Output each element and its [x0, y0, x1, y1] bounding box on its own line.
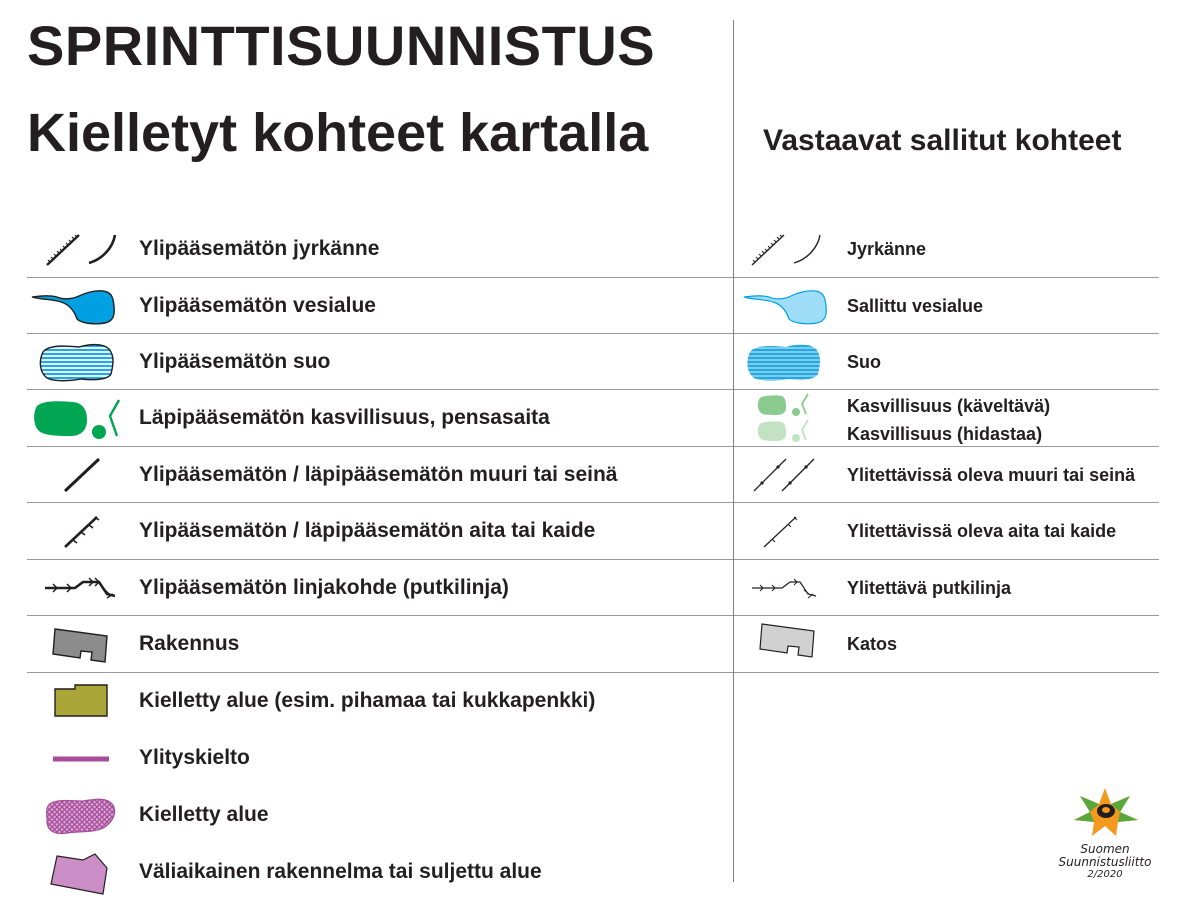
building-icon [27, 616, 127, 672]
temporary-construction-icon [27, 844, 127, 900]
forbidden-row-crossing-forbidden [27, 730, 733, 786]
forbidden-row-vegetation [27, 390, 733, 446]
impassable-fence-icon [27, 503, 127, 559]
forbidden-row-wall [27, 447, 733, 503]
out-of-bounds-area-icon [27, 673, 127, 729]
impassable-marsh-icon [27, 334, 127, 390]
logo-date: 2/2020 [1087, 869, 1123, 880]
allowed-label: Katos [847, 634, 898, 654]
cliff-icon [744, 221, 844, 277]
impassable-cliff-icon [27, 221, 127, 277]
page-subtitle: Kielletyt kohteet kartalla [27, 103, 649, 163]
forbidden-label: Kielletty alue [139, 803, 269, 826]
federation-logo [1040, 786, 1170, 886]
forbidden-row-water [27, 278, 733, 334]
water-icon [744, 278, 844, 334]
forbidden-label: Läpipääsemätön kasvillisuus, pensasaita [139, 406, 550, 429]
allowed-label: Ylitettävissä oleva muuri tai seinä [847, 465, 1136, 485]
allowed-row-vegetation [734, 390, 1159, 446]
allowed-label: Ylitettävissä oleva aita tai kaide [847, 521, 1117, 541]
forbidden-label: Ylipääsemätön / läpipääsemätön muuri tai seinä [139, 463, 618, 486]
allowed-label: Ylitettävä putkilinja [847, 578, 1012, 598]
allowed-row-marsh [734, 334, 1159, 390]
allowed-label: Kasvillisuus (käveltävä) [847, 396, 1051, 416]
allowed-label: Jyrkänne [847, 239, 927, 259]
allowed-label: Suo [847, 352, 881, 372]
forbidden-label: Ylipääsemätön vesialue [139, 294, 376, 317]
crossable-fence-icon [744, 503, 844, 559]
allowed-row-fence [734, 503, 1159, 559]
forbidden-row-fence [27, 503, 733, 559]
forbidden-label: Kielletty alue (esim. pihamaa tai kukkapenkki) [139, 689, 596, 712]
forbidden-row-out-of-bounds [27, 673, 733, 729]
forbidden-label: Väliaikainen rakennelma tai suljettu alue [139, 860, 542, 883]
allowed-row-wall [734, 447, 1159, 503]
logo-text-line1: Suomen [1080, 842, 1130, 856]
forbidden-row-temporary [27, 844, 733, 900]
forbidden-row-building [27, 616, 733, 672]
allowed-row-pipeline [734, 560, 1159, 616]
forbidden-label: Rakennus [139, 632, 240, 655]
allowed-row-canopy [734, 616, 1159, 672]
forbidden-label: Ylipääsemätön / läpipääsemätön aita tai kaide [139, 519, 596, 542]
forbidden-row-pipeline [27, 560, 733, 616]
allowed-row-cliff [734, 221, 1159, 277]
canopy-icon [744, 616, 844, 672]
forbidden-row-marsh [27, 334, 733, 390]
impassable-pipeline-icon [27, 560, 127, 616]
forbidden-row-cliff [27, 221, 733, 277]
crossing-forbidden-line-icon [27, 730, 127, 786]
impassable-water-icon [27, 278, 127, 334]
page-title: SPRINTTISUUNNISTUS [27, 14, 656, 77]
marsh-icon [744, 334, 844, 390]
allowed-label: Sallittu vesialue [847, 296, 984, 316]
forbidden-label: Ylipääsemätön jyrkänne [139, 237, 380, 260]
forbidden-area-hatched-icon [27, 787, 127, 843]
allowed-row-water [734, 278, 1159, 334]
forbidden-row-forbidden-area [27, 787, 733, 843]
impassable-wall-icon [27, 447, 127, 503]
crossable-pipeline-icon [744, 560, 844, 616]
row-divider [734, 672, 1159, 673]
vegetation-icon [744, 390, 844, 446]
crossable-wall-icon [744, 447, 844, 503]
orienteering-star-icon [1070, 786, 1140, 838]
impassable-vegetation-icon [27, 390, 127, 446]
forbidden-label: Ylipääsemätön linjakohde (putkilinja) [139, 576, 509, 599]
forbidden-label: Ylityskielto [139, 746, 250, 769]
logo-text-line2: Suunnistusliitto [1058, 855, 1152, 869]
forbidden-label: Ylipääsemätön suo [139, 350, 331, 373]
allowed-label-secondary: Kasvillisuus (hidastaa) [847, 424, 1043, 444]
allowed-column-title: Vastaavat sallitut kohteet [763, 124, 1122, 157]
